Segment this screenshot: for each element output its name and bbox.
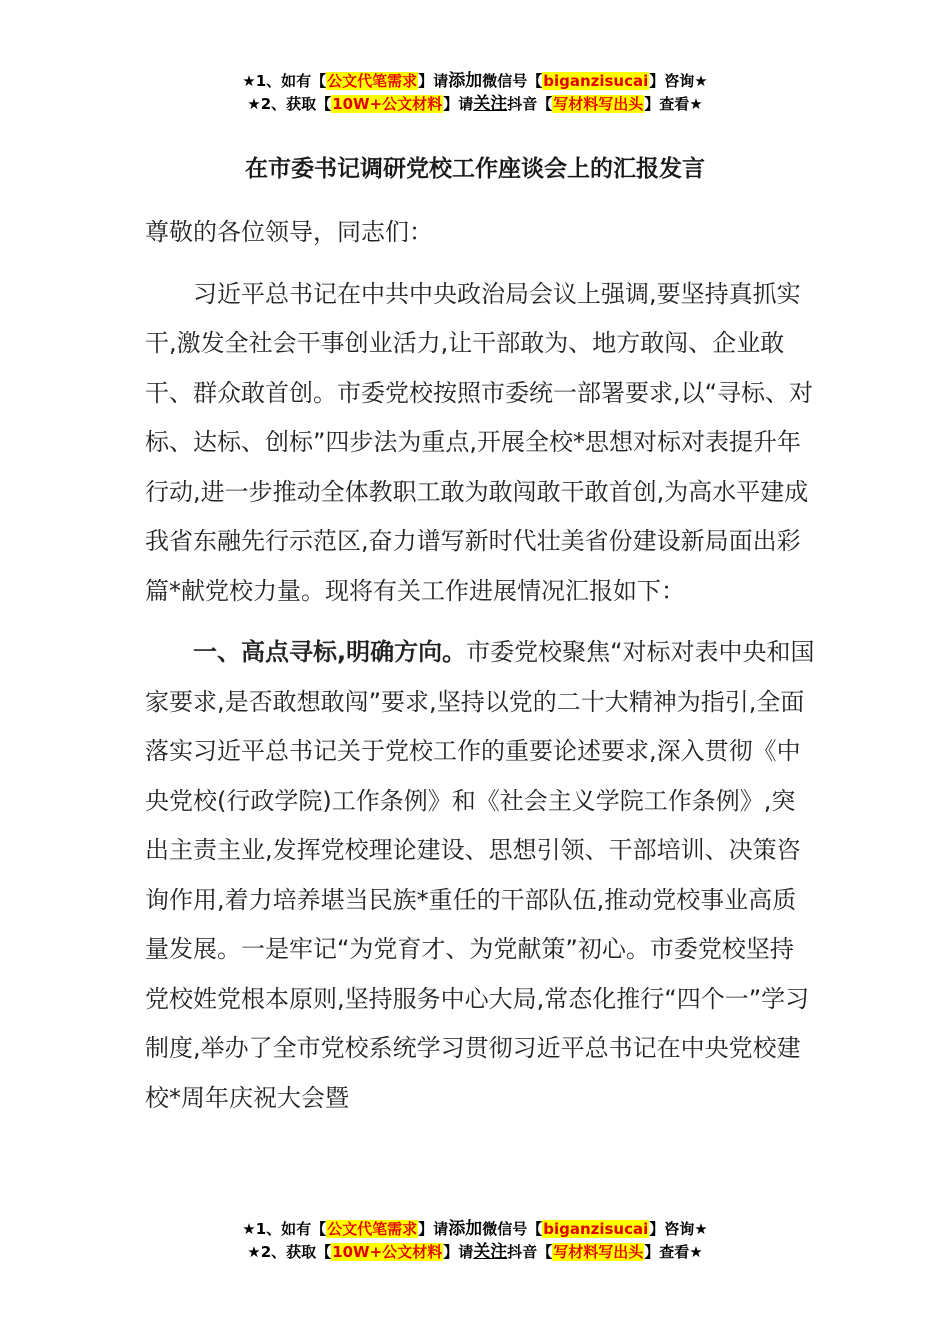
promo-line-2: ★2、获取【10W+公文材料】请关注抖音【写材料写出头】查看★ xyxy=(247,1242,703,1262)
footer-promo-banner xyxy=(0,1218,950,1264)
header-promo-banner xyxy=(0,70,950,116)
section-1-body: 市委党校聚焦“对标对表中央和国家要求,是否敢想敢闯”要求,坚持以党的二十大精神为指引,全面落实习近平总书记关于党校工作的重要论述要求,深入贯彻《中央党校(行政学院)工作条例》和《社会主义学院工作条例》,突出主责主业,发挥党校理论建设、思想引领、干部培训、决策咨询作用,着力培养堪当民族*重任的干部队伍,推动党校事业高质量发展。一是牢记“为党育才、为党献策”初心。市委党校坚持党校姓党根本原则,坚持服务中心大局,常态化推行“四个一”学习制度,举办了全市党校系统学习贯彻习近平总书记在中央党校建校*周年庆祝大会暨 xyxy=(145,638,815,1112)
promo-highlight-materials: 10W+公文材料 xyxy=(332,95,443,113)
paragraph-intro: 习近平总书记在中共中央政治局会议上强调,要坚持真抓实干,激发全社会干事创业活力,让干部敢为、地方敢闯、企业敢干、群众敢首创。市委党校按照市委统一部署要求,以“寻标、对标、达标、创标”四步法为重点,开展全校*思想对标对表提升年行动,进一步推动全体教职工敢为敢闯敢干敢首创,为高水平建成我省东融先行示范区,奋力谱写新时代壮美省份建设新局面出彩篇*献党校力量。现将有关工作进展情况汇报如下： xyxy=(145,279,814,605)
promo-highlight-materials: 10W+公文材料 xyxy=(332,1243,443,1261)
section-1-heading: 一、高点寻标,明确方向。 xyxy=(193,638,467,666)
promo-highlight-douyin: 写材料写出头 xyxy=(553,1243,644,1261)
section-1 xyxy=(145,628,817,1123)
promo-highlight-service: 公文代笔需求 xyxy=(327,1220,418,1238)
promo-line-1: ★1、如有【公文代笔需求】请添加微信号【biganzisucai】咨询★ xyxy=(242,71,708,91)
promo-highlight-wechat-id: biganzisucai xyxy=(543,72,649,90)
promo-line-2: ★2、获取【10W+公文材料】请关注抖音【写材料写出头】查看★ xyxy=(247,94,703,114)
document-title: 在市委书记调研党校工作座谈会上的汇报发言 xyxy=(245,156,705,182)
promo-line-1: ★1、如有【公文代笔需求】请添加微信号【biganzisucai】咨询★ xyxy=(242,1219,708,1239)
promo-highlight-douyin: 写材料写出头 xyxy=(553,95,644,113)
greeting: 尊敬的各位领导，同志们： xyxy=(145,218,433,246)
document-body xyxy=(145,208,817,1123)
promo-highlight-service: 公文代笔需求 xyxy=(327,72,418,90)
promo-highlight-wechat-id: biganzisucai xyxy=(543,1220,649,1238)
